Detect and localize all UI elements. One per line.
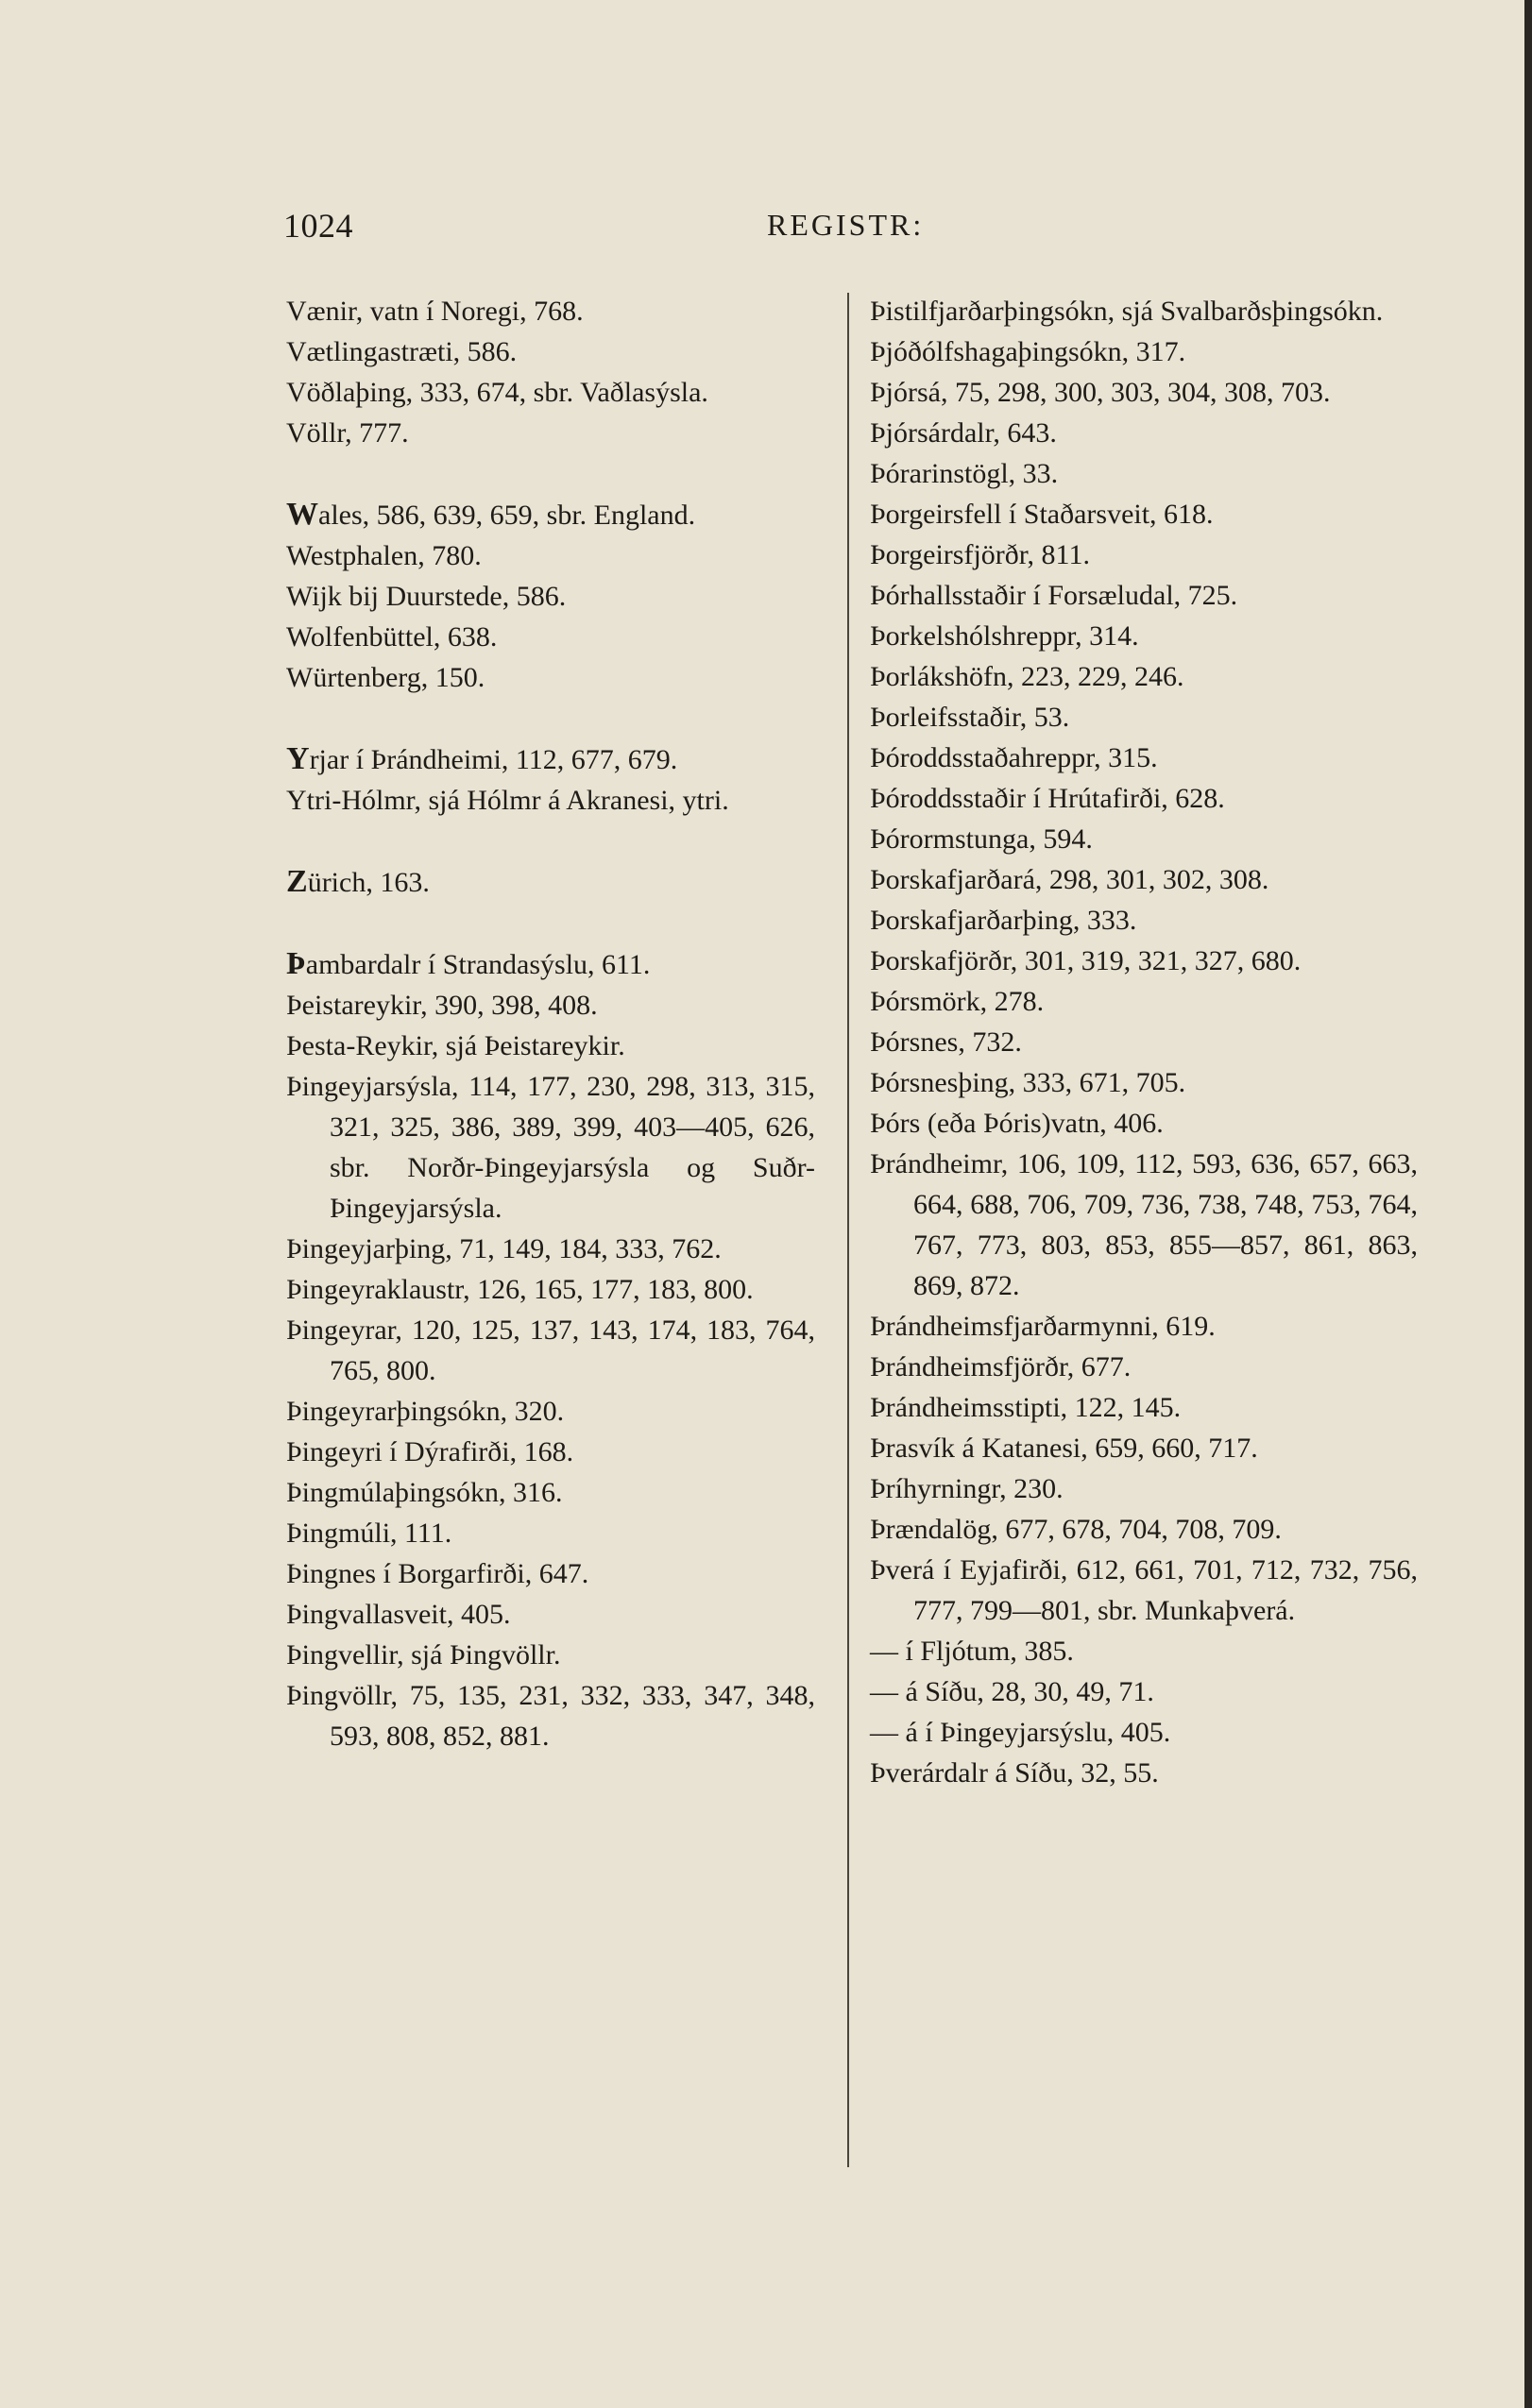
index-entry	[286, 331, 815, 372]
index-entry	[870, 1144, 1418, 1306]
index-entry-text: Vöðlaþing, 333, 674, sbr. Vaðlasýsla.	[286, 377, 708, 408]
page-edge	[1524, 0, 1532, 2408]
index-entry-text: Þorgeirsfell í Staðarsveit, 618.	[870, 499, 1214, 530]
index-entry	[870, 941, 1418, 981]
index-entry	[870, 331, 1418, 372]
index-entry	[286, 576, 815, 617]
index-entry-text: Þingeyjarsýsla, 114, 177, 230, 298, 313, 315, 321, 325, 386, 389, 399, 403—405, 626, sbr. Norðr-Þingeyjarsýsla og Suðr-Þingeyjarsýsla.	[286, 1071, 815, 1224]
index-entry-text: Þingvellir, sjá Þingvöllr.	[286, 1639, 561, 1670]
index-entry-text: Würtenberg, 150.	[286, 662, 485, 693]
index-entry	[870, 1022, 1418, 1062]
index-entry-text: Þóroddsstaðir í Hrútafirði, 628.	[870, 783, 1225, 814]
page-header	[283, 206, 1341, 263]
index-entry-text: rjar í Þrándheimi, 112, 677, 679.	[309, 744, 678, 775]
index-entry	[870, 859, 1418, 900]
index-entry	[870, 981, 1418, 1022]
index-entry-text: Þjóðólfshagaþingsókn, 317.	[870, 336, 1186, 367]
index-entry	[286, 535, 815, 576]
index-entry-text: Þingvallasveit, 405.	[286, 1599, 511, 1630]
index-entry	[286, 1026, 815, 1066]
index-entry	[286, 1229, 815, 1269]
index-entry-text: Þingeyri í Dýrafirði, 168.	[286, 1436, 574, 1467]
index-entry	[870, 819, 1418, 859]
index-entry	[286, 780, 815, 821]
index-entry-text: Westphalen, 780.	[286, 540, 482, 571]
index-entry-text: Þrándheimsfjarðarmynni, 619.	[870, 1311, 1216, 1342]
index-entry	[870, 1387, 1418, 1428]
index-entry-text: Þrándheimsstipti, 122, 145.	[870, 1392, 1182, 1423]
index-entry-text: — á Síðu, 28, 30, 49, 71.	[870, 1676, 1154, 1707]
index-entry	[870, 1306, 1418, 1347]
index-entry	[286, 1391, 815, 1432]
index-entry-text: Þesta-Reykir, sjá Þeistareykir.	[286, 1030, 625, 1061]
section-initial: Þ	[286, 946, 306, 981]
index-entry	[870, 453, 1418, 494]
index-entry-text: Þingeyrar, 120, 125, 137, 143, 174, 183, 764, 765, 800.	[286, 1314, 815, 1386]
index-entry-text: Þorskafjarðará, 298, 301, 302, 308.	[870, 864, 1269, 895]
index-column-left	[286, 291, 815, 1756]
index-entry-text: Wolfenbüttel, 638.	[286, 621, 498, 653]
index-entry	[870, 1468, 1418, 1509]
index-entry	[286, 1432, 815, 1472]
index-entry	[870, 372, 1418, 413]
index-entry	[286, 943, 815, 985]
index-entry	[286, 985, 815, 1026]
index-entry-text: Þingmúli, 111.	[286, 1518, 452, 1549]
index-entry	[870, 291, 1418, 331]
index-entry	[870, 1631, 1418, 1671]
index-entry	[870, 1347, 1418, 1387]
index-entry-text: Þorskafjörðr, 301, 319, 321, 327, 680.	[870, 945, 1302, 976]
index-entry	[870, 1550, 1418, 1631]
index-entry-text: Þórormstunga, 594.	[870, 823, 1093, 855]
index-entry-text: Þorleifsstaðir, 53.	[870, 702, 1070, 733]
index-entry	[286, 1635, 815, 1675]
index-entry	[286, 494, 815, 535]
index-entry-text: Þórsnesþing, 333, 671, 705.	[870, 1067, 1186, 1098]
index-entry	[870, 575, 1418, 616]
index-entry-text: Þingeyraklaustr, 126, 165, 177, 183, 800.	[286, 1274, 754, 1305]
index-entry	[286, 291, 815, 331]
index-entry	[286, 861, 815, 903]
index-entry	[870, 494, 1418, 534]
index-column-right	[870, 291, 1418, 1793]
index-entry-text: Þrændalög, 677, 678, 704, 708, 709.	[870, 1514, 1282, 1545]
index-entry-text: Þingeyrarþingsókn, 320.	[286, 1396, 565, 1427]
index-entry-text: ambardalr í Strandasýslu, 611.	[305, 949, 651, 980]
index-entry-text: ürich, 163.	[307, 867, 430, 898]
index-entry-text: Þóroddsstaðahreppr, 315.	[870, 742, 1158, 773]
index-entry	[286, 1675, 815, 1756]
index-entry	[870, 738, 1418, 778]
index-entry-text: Þórhallsstaðir í Forsæludal, 725.	[870, 580, 1238, 611]
index-entry-text: Þrándheimr, 106, 109, 112, 593, 636, 657, 663, 664, 688, 706, 709, 736, 738, 748, 753, 764, 767, 773, 803, 853, 855—857, 861, 863, 869, 872.	[870, 1148, 1418, 1301]
index-entry-text: Þingvöllr, 75, 135, 231, 332, 333, 347, 348, 593, 808, 852, 881.	[286, 1680, 815, 1752]
index-entry-text: Þríhyrningr, 230.	[870, 1473, 1064, 1504]
index-entry-text: Þingeyjarþing, 71, 149, 184, 333, 762.	[286, 1233, 722, 1264]
index-entry-text: Ytri-Hólmr, sjá Hólmr á Akranesi, ytri.	[286, 785, 729, 816]
index-entry	[870, 1509, 1418, 1550]
index-entry	[870, 697, 1418, 738]
index-entry-text: Þjórsárdalr, 643.	[870, 417, 1057, 449]
index-entry	[870, 1428, 1418, 1468]
index-entry-text: Þingmúlaþingsókn, 316.	[286, 1477, 563, 1508]
index-entry	[286, 372, 815, 413]
index-entry-text: Vætlingastræti, 586.	[286, 336, 518, 367]
index-entry	[286, 617, 815, 657]
index-entry	[286, 738, 815, 780]
index-entry-text: Þorskafjarðarþing, 333.	[870, 905, 1137, 936]
section-initial: W	[286, 497, 318, 532]
index-entry-text: Þórsnes, 732.	[870, 1026, 1022, 1058]
index-entry-text: Vænir, vatn í Noregi, 768.	[286, 296, 584, 327]
index-entry-text: Þorgeirsfjörðr, 811.	[870, 539, 1090, 570]
index-entry	[870, 1712, 1418, 1753]
index-entry-text: — í Fljótum, 385.	[870, 1636, 1074, 1667]
index-entry-text: Þrándheimsfjörðr, 677.	[870, 1351, 1132, 1382]
index-entry-text: Þórs (eða Þóris)vatn, 406.	[870, 1108, 1164, 1139]
index-entry	[286, 1594, 815, 1635]
index-entry	[286, 1513, 815, 1553]
index-entry-text: ales, 586, 639, 659, sbr. England.	[318, 500, 696, 531]
column-divider	[847, 293, 849, 2167]
index-entry-text: Þorkelshólshreppr, 314.	[870, 620, 1139, 652]
index-entry-text: — á í Þingeyjarsýslu, 405.	[870, 1717, 1171, 1748]
index-entry-text: Wijk bij Duurstede, 586.	[286, 581, 567, 612]
index-entry-text: Þjórsá, 75, 298, 300, 303, 304, 308, 703.	[870, 377, 1331, 408]
index-entry-text: Þeistareykir, 390, 398, 408.	[286, 990, 598, 1021]
index-entry-text: Völlr, 777.	[286, 417, 409, 449]
index-entry	[870, 1062, 1418, 1103]
index-entry	[286, 1066, 815, 1229]
index-entry	[870, 1671, 1418, 1712]
index-entry-text: Þverá í Eyjafirði, 612, 661, 701, 712, 732, 756, 777, 799—801, sbr. Munkaþverá.	[870, 1554, 1418, 1626]
section-initial: Z	[286, 864, 308, 899]
index-entry	[870, 1103, 1418, 1144]
index-entry	[870, 900, 1418, 941]
index-entry-text: Þorlákshöfn, 223, 229, 246.	[870, 661, 1184, 692]
index-entry	[286, 1472, 815, 1513]
index-entry-text: Þrasvík á Katanesi, 659, 660, 717.	[870, 1433, 1258, 1464]
index-entry-text: Þistilfjarðarþingsókn, sjá Svalbarðsþingsókn.	[870, 296, 1384, 327]
index-entry	[286, 1269, 815, 1310]
running-head: REGISTR:	[767, 208, 925, 242]
index-entry-text: Þórarinstögl, 33.	[870, 458, 1059, 489]
index-entry	[286, 1310, 815, 1391]
index-entry	[286, 657, 815, 698]
index-entry	[870, 656, 1418, 697]
section-initial: Y	[286, 741, 310, 776]
page-number: 1024	[283, 207, 353, 245]
index-entry-text: Þingnes í Borgarfirði, 647.	[286, 1558, 589, 1589]
index-entry	[286, 1553, 815, 1594]
index-entry	[870, 778, 1418, 819]
index-entry	[870, 534, 1418, 575]
index-entry	[870, 616, 1418, 656]
index-entry-text: Þverárdalr á Síðu, 32, 55.	[870, 1757, 1159, 1789]
index-entry	[870, 1753, 1418, 1793]
index-entry	[870, 413, 1418, 453]
index-entry-text: Þórsmörk, 278.	[870, 986, 1045, 1017]
index-entry	[286, 413, 815, 453]
